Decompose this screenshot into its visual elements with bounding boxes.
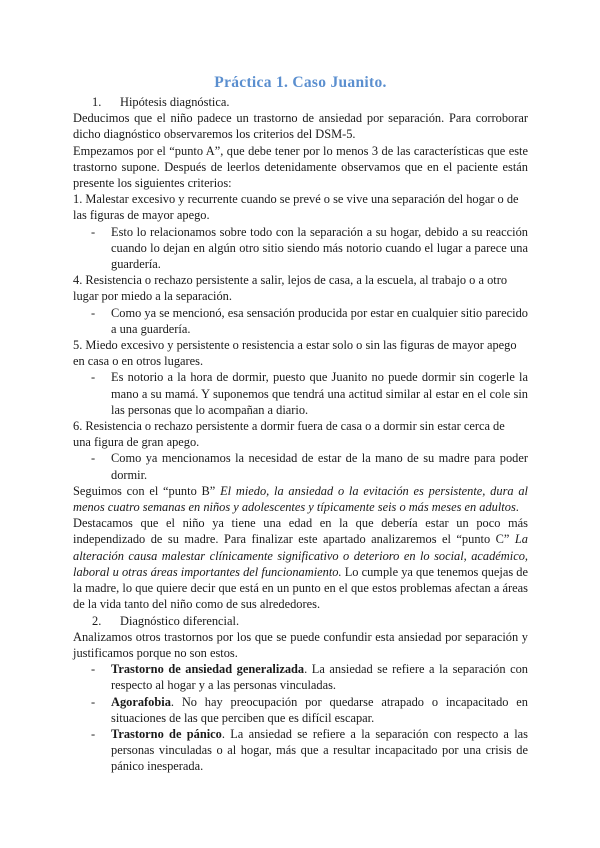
criterion-text-cont: las figuras de mayor apego. [73,208,210,223]
independencia-text: Destacamos que el niño ya tiene una edad en la que debería estar un poco más independizado de su madre. Para finalizar este apartado analizaremos el “punto C” [73,516,528,547]
dash-marker: - [91,726,96,741]
list-item [73,369,528,418]
list-item [73,305,528,337]
document-page [73,74,528,775]
punto-c-paragraph [73,515,528,612]
criterion-4 [73,272,528,337]
section-label: Diagnóstico diferencial. [120,613,240,628]
dash-marker: - [91,451,96,466]
intro-paragraph: Deducimos que el niño padece un trastorno de ansiedad por separación. Para corroborar dicho diagnóstico observaremos los criterios del DSM-5. [73,111,528,142]
criterion-text-cont: lugar por miedo a la separación. [73,289,232,304]
criterion-text: 4. Resistencia o rechazo persistente a salir, lejos de casa, a la escuela, al trabajo o a otro [73,273,508,288]
punto-b-quote: El miedo, la ansiedad o la evitación es persistente, dura al menos cuatro semanas en niños y adolescentes y típicamente seis o más meses en adultos [73,483,528,515]
punto-b-paragraph [73,483,528,515]
punto-a-paragraph: Empezamos por el “punto A”, que debe tener por lo menos 3 de las características que este trastorno supone. Después de leerlos detenidamente observamos que en el paciente están presente los siguientes criterios: [73,143,528,191]
list-item-text: Es notorio a la hora de dormir, puesto que Juanito no puede dormir sin cogerle la mano a su mamá. Y suponemos que tendrá una actitud similar al estar en el cole sin las personas que lo acompañan a diario. [111,370,528,417]
differential-term: Trastorno de pánico [111,726,222,741]
differential-text: . La ansiedad se refiere a la separación con respecto a las personas vinculadas o al hogar, más que a resultar incapacitado por una crisis de pánico inesperada. [111,726,528,774]
differential-term: Agorafobia [111,694,171,709]
differential-term: Trastorno de ansiedad generalizada [111,662,305,677]
list-item-text: Como ya mencionamos la necesidad de estar de la mano de su madre para poder dormir. [111,451,528,482]
punto-b-tail: . [515,500,519,515]
list-item [73,726,528,775]
punto-c-tail: Lo cumple ya que tenemos quejas de la madre, lo que quiere decir que está en un punto en el que estos problemas afectan a áreas de la vida tanto del niño como de sus alrededores. [73,564,528,612]
list-item-text: Esto lo relacionamos sobre todo con la separación a su hogar, debido a su reacción cuando lo dejan en algún otro sitio siendo más notorio cuando el lugar a parece una guardería. [111,224,528,272]
criterion-6 [73,418,528,483]
list-item [73,661,528,693]
list-item-text: Como ya se mencionó, esa sensación producida por estar en cualquier sitio parecido a una guardería. [111,305,528,336]
list-item [73,450,528,482]
dash-marker: - [91,305,96,320]
list-item [73,694,528,726]
differential-text: . La ansiedad se refiere a la separación con respecto al hogar y a las personas vinculadas. [111,662,529,693]
criterion-text-cont: una figura de gran apego. [73,435,200,450]
dash-marker: - [91,662,96,677]
criterion-text: 6. Resistencia o rechazo persistente a dormir fuera de casa o a dormir sin estar cerca de [73,419,505,434]
dash-marker: - [91,370,96,385]
section-number: 1. [92,95,102,109]
differential-text: . No hay preocupación por quedarse atrapado o incapacitado en situaciones de las que perciben que es difícil escapar. [111,694,528,725]
section-number: 2. [92,613,102,628]
dash-marker: - [91,224,96,239]
section-heading-hipotesis [73,94,528,110]
page-title: Práctica 1. Caso Juanito. [214,74,387,91]
criterion-text-cont: en casa o en otros lugares. [73,354,204,369]
dash-marker: - [91,694,96,709]
list-item [73,224,528,273]
criterion-text: 5. Miedo excesivo y persistente o resistencia a estar solo o sin las figuras de mayor apego [73,338,517,353]
section-label: Hipótesis diagnóstica. [120,95,230,109]
punto-b-lead: Seguimos con el “punto B” [73,483,221,498]
criterion-1 [73,191,528,272]
punto-c-quote: La alteración causa malestar clínicamente significativo o deterioro en lo social, académico, laboral u otras áreas importantes del funcionamiento. [73,532,528,579]
section-heading-diferencial [73,613,528,629]
criterion-text: 1. Malestar excesivo y recurrente cuando se prevé o se vive una separación del hogar o de [73,192,519,207]
criterion-5 [73,337,528,418]
differential-list [73,661,528,774]
diff-intro-paragraph: Analizamos otros trastornos por los que se puede confundir esta ansiedad por separación y justificamos porque no son estos. [73,629,528,660]
